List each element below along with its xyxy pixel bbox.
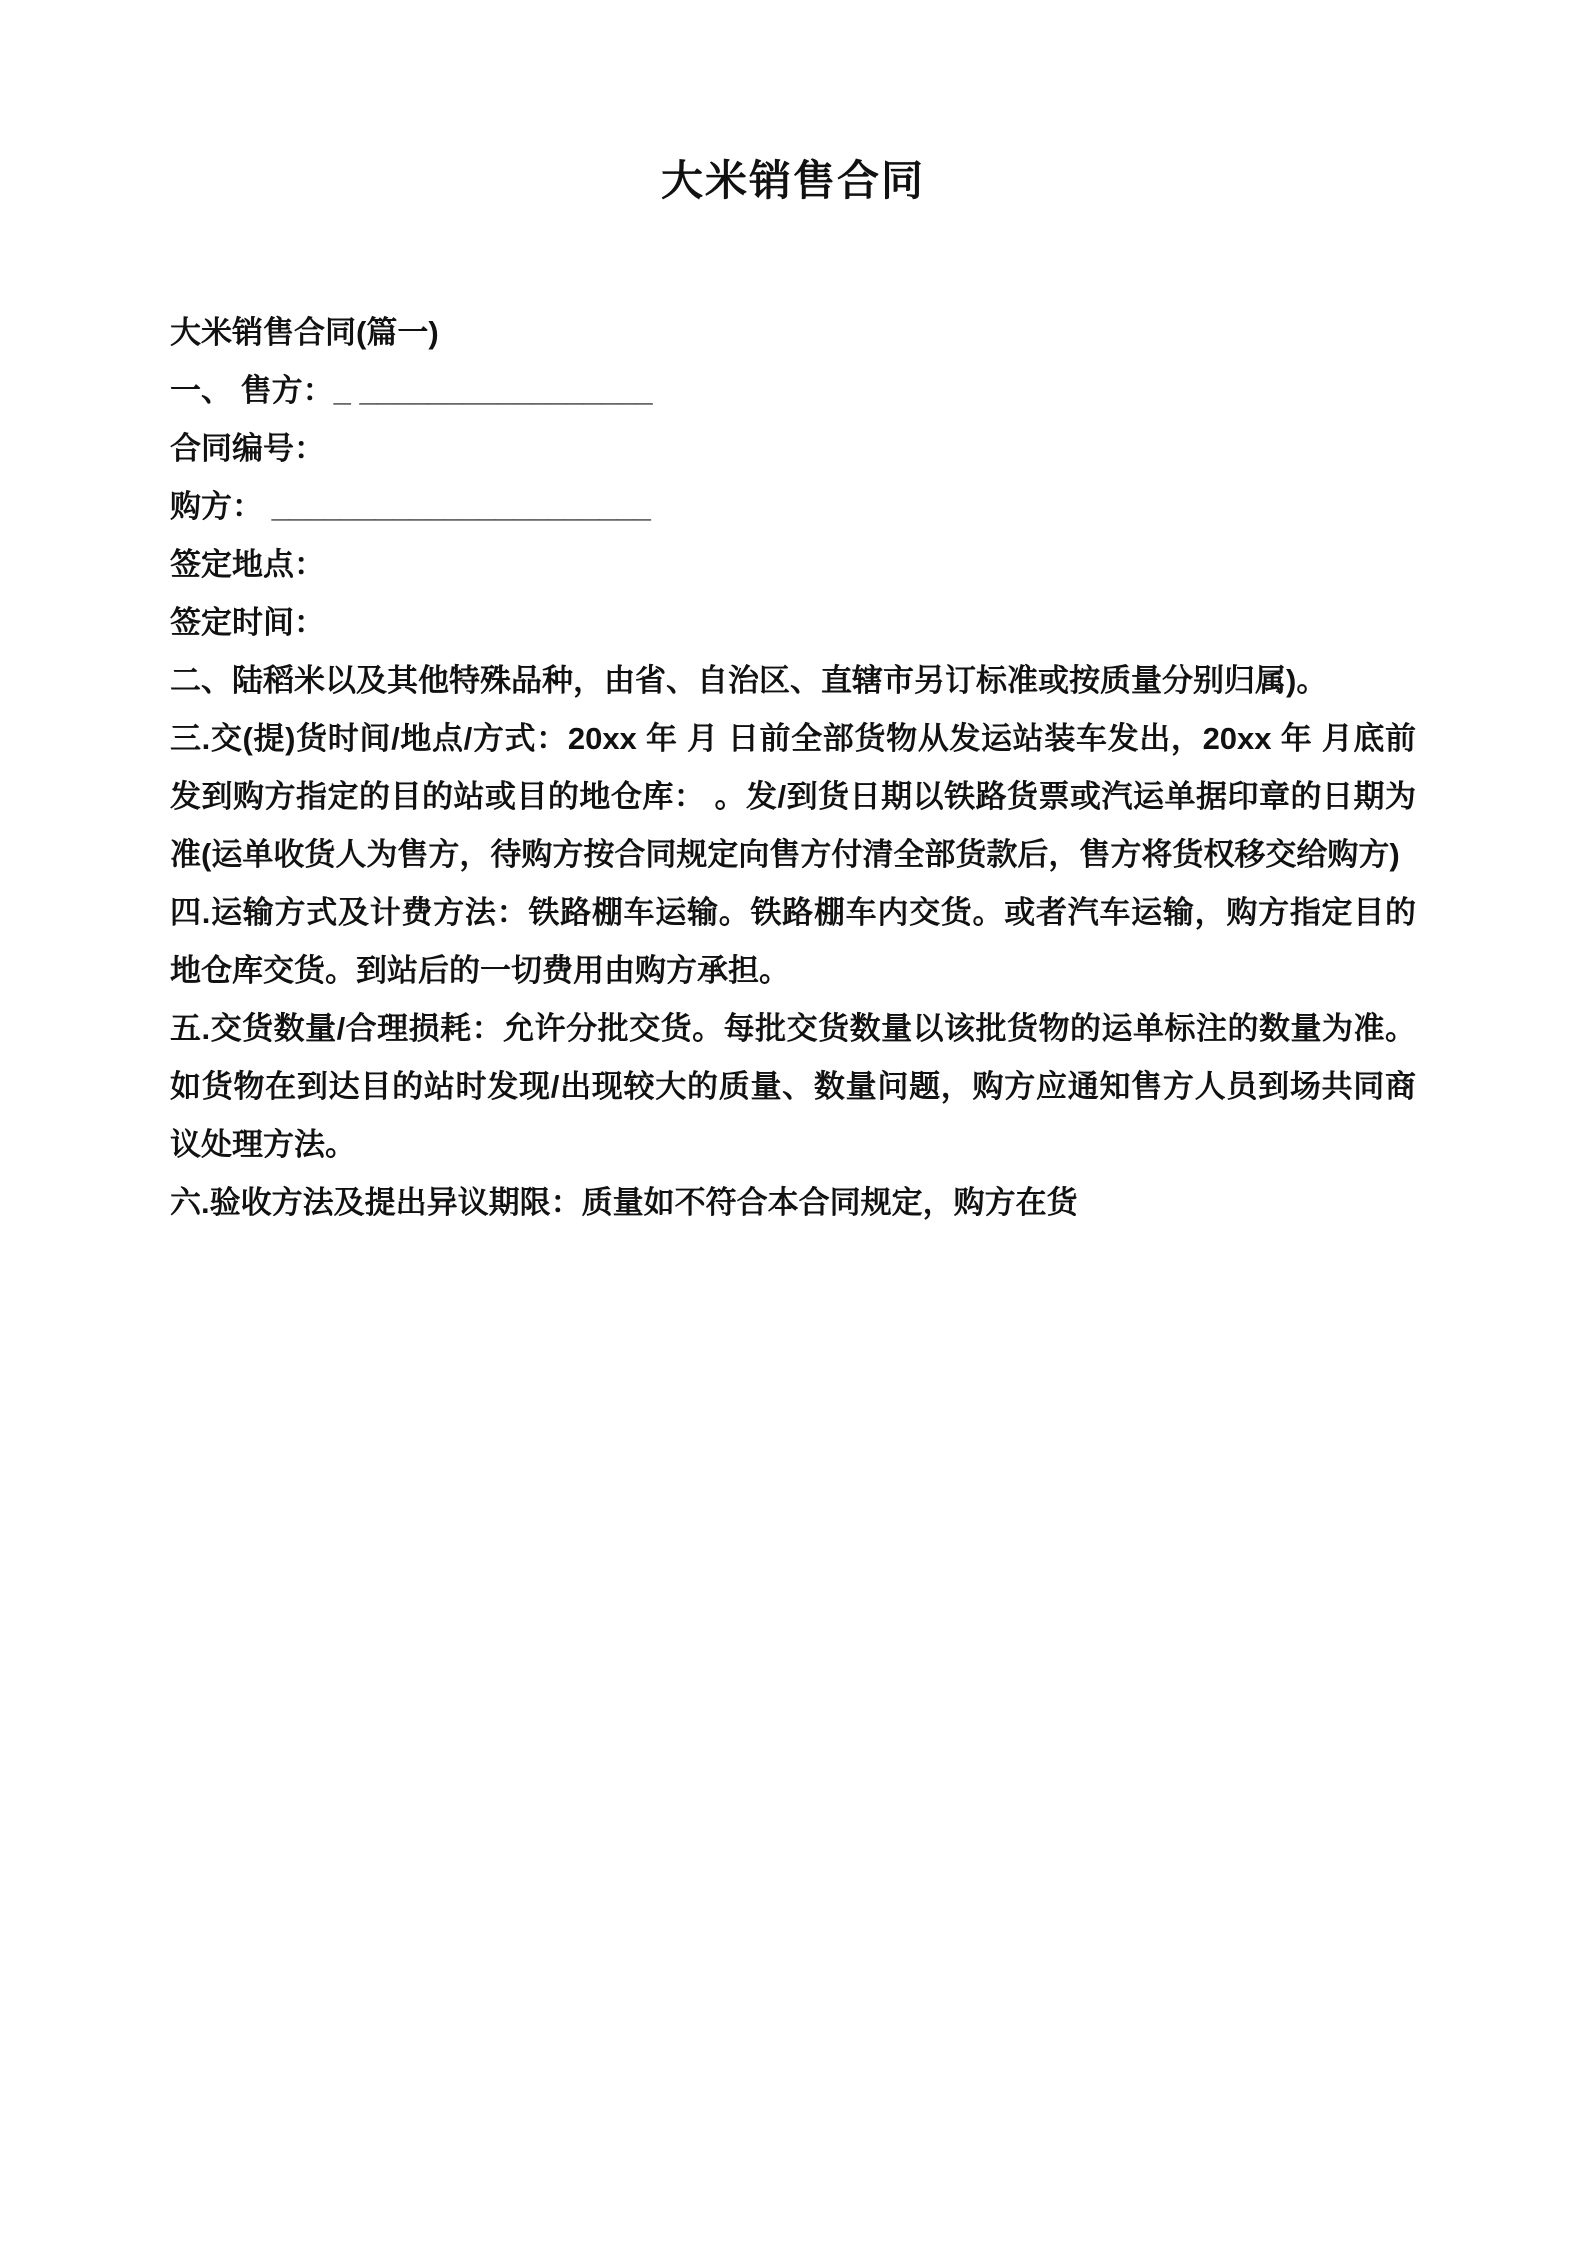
paragraph-sign-place: 签定地点： <box>170 547 325 582</box>
paragraph-clause-6: 六.验收方法及提出异议期限：质量如不符合本合同规定，购方在货 <box>170 1185 1078 1220</box>
paragraph-contract-no: 合同编号： <box>170 431 325 466</box>
paragraph-seller-line: 一、 售方：_ _________________ <box>170 373 653 408</box>
paragraph-clause-4: 四.运输方式及计费方法：铁路棚车运输。铁路棚车内交货。或者汽车运输，购方指定目的地仓库交货。到站后的一切费用由购方承担。 <box>170 895 1416 988</box>
paragraph-clause-3: 三.交(提)货时间/地点/方式：20xx 年 月 日前全部货物从发运站装车发出，20xx 年 月底前发到购方指定的目的站或目的地仓库： 。发/到货日期以铁路货票或汽运单据印章的日期为准(运单收货人为售方，待购方按合同规定向售方付清全部货款后，售方将货权移交给购方) <box>170 721 1416 872</box>
paragraph-clause-5: 五.交货数量/合理损耗：允许分批交货。每批交货数量以该批货物的运单标注的数量为准。如货物在到达目的站时发现/出现较大的质量、数量问题，购方应通知售方人员到场共同商议处理方法。 <box>170 1011 1416 1162</box>
document-body <box>170 304 1416 1232</box>
paragraph-subtitle: 大米销售合同(篇一) <box>170 315 439 350</box>
paragraph-clause-2: 二、陆稻米以及其他特殊品种，由省、自治区、直辖市另订标准或按质量分别归属)。 <box>170 663 1328 698</box>
document-title: 大米销售合同 <box>660 157 925 204</box>
paragraph-buyer-line: 购方： ______________________ <box>170 489 651 524</box>
paragraph-sign-time: 签定时间： <box>170 605 325 640</box>
